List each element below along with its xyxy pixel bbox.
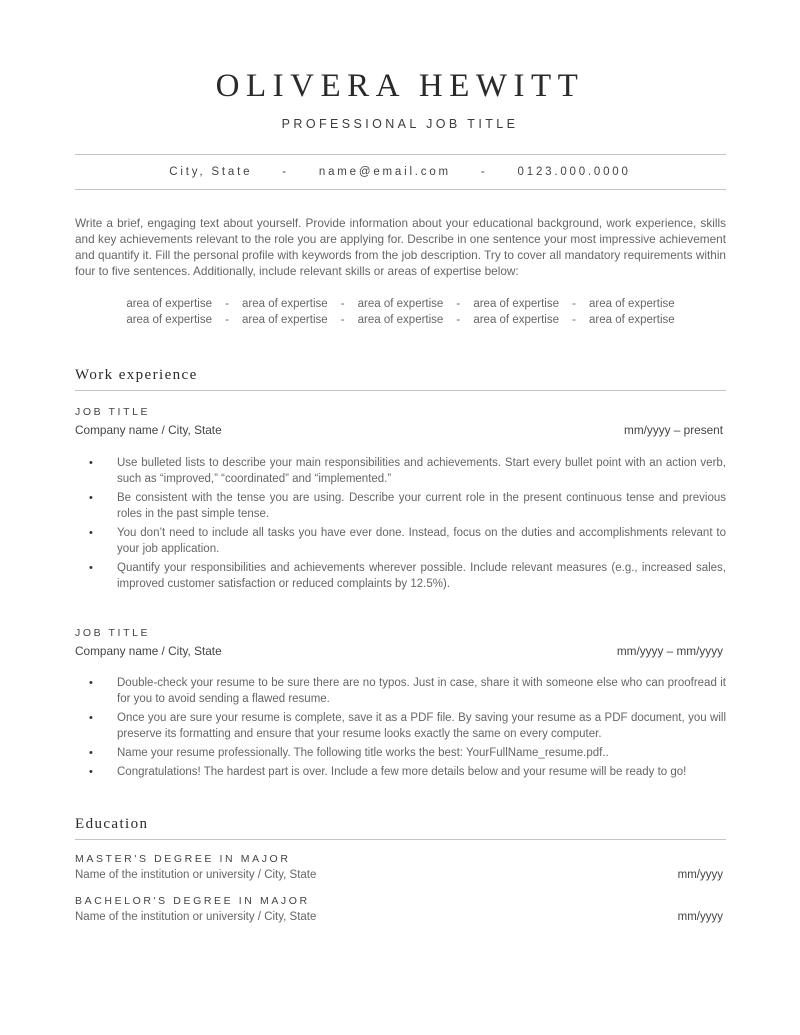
job-bullet <box>75 525 726 557</box>
contact-separator: - <box>480 166 488 178</box>
institution-name: Name of the institution or university / City, State <box>75 869 317 881</box>
expertise-item: area of expertise <box>589 298 675 310</box>
contact-location: City, State <box>169 166 253 178</box>
degree-label: BACHELOR'S DEGREE IN MAJOR <box>75 895 310 907</box>
professional-title: PROFESSIONAL JOB TITLE <box>281 117 519 131</box>
expertise-item: area of expertise <box>357 298 444 310</box>
job-bullet <box>75 490 726 522</box>
bullet-glyph: • <box>89 766 93 778</box>
job-company: Company name / City, State <box>75 423 222 437</box>
education-row <box>75 869 723 881</box>
expertise-item: area of expertise <box>241 314 328 326</box>
education-date: mm/yyyy <box>677 869 723 881</box>
contact-phone: 0123.000.0000 <box>517 166 631 178</box>
education-divider <box>75 839 726 840</box>
education-row <box>75 911 723 923</box>
expertise-separator: - <box>456 314 461 326</box>
bullet-text: Once you are sure your resume is complete, save it as a PDF file. By saving your resume as a PDF document, you will preserve its formatting and ensure that your resume looks exactly the same on every computer. <box>117 712 726 740</box>
expertise-separator: - <box>340 298 345 310</box>
job-bullet <box>75 764 726 780</box>
bullet-glyph: • <box>89 562 93 574</box>
job-dates: mm/yyyy – present <box>624 423 723 437</box>
institution-name: Name of the institution or university / City, State <box>75 911 317 923</box>
expertise-row <box>75 296 726 312</box>
expertise-item: area of expertise <box>126 298 212 310</box>
contact-separator: - <box>282 166 289 178</box>
education-date: mm/yyyy <box>677 911 723 923</box>
job-bullet <box>75 745 726 761</box>
bullet-glyph: • <box>89 492 93 504</box>
job-company: Company name / City, State <box>75 644 222 658</box>
bullet-glyph: • <box>89 712 93 724</box>
expertise-separator: - <box>456 298 461 310</box>
expertise-separator: - <box>340 314 345 326</box>
expertise-item: area of expertise <box>473 314 559 326</box>
expertise-item: area of expertise <box>126 314 212 326</box>
work-experience-divider <box>75 390 726 391</box>
contact-email: name@email.com <box>318 166 451 178</box>
bullet-glyph: • <box>89 457 93 469</box>
bullet-glyph: • <box>89 527 93 539</box>
contact-line <box>0 166 800 178</box>
expertise-separator: - <box>225 298 229 310</box>
job-dates: mm/yyyy – mm/yyyy <box>616 644 723 658</box>
expertise-separator: - <box>572 314 576 326</box>
job-title-label: JOB TITLE <box>75 627 151 639</box>
job-bullets <box>75 675 726 783</box>
candidate-name: OLIVERA HEWITT <box>215 68 585 104</box>
bullet-text: Double-check your resume to be sure there are no typos. Just in case, share it with someone else who can proofread it for you to avoid sending a flawed resume. <box>117 677 726 705</box>
expertise-separator: - <box>572 298 576 310</box>
job-title-label: JOB TITLE <box>75 406 151 418</box>
job-bullet <box>75 710 726 742</box>
expertise-row <box>75 312 726 328</box>
contact-bottom-divider <box>75 189 726 190</box>
expertise-item: area of expertise <box>589 314 675 326</box>
expertise-separator: - <box>225 314 229 326</box>
job-bullet <box>75 560 726 592</box>
job-company-row <box>75 423 723 437</box>
degree-label: MASTER'S DEGREE IN MAJOR <box>75 853 291 865</box>
expertise-list <box>75 296 726 328</box>
bullet-text: Name your resume professionally. The following title works the best: YourFullName_resume.pdf.. <box>117 747 609 759</box>
education-heading: Education <box>75 816 149 832</box>
bullet-glyph: • <box>89 677 93 689</box>
bullet-text: Quantify your responsibilities and achievements wherever possible. Include relevant measures (e.g., increased sales, improved customer satisfaction or reduced complaints by 12.5%). <box>117 562 726 590</box>
bullet-text: Be consistent with the tense you are using. Describe your current role in the present continuous tense and previous roles in the past simple tense. <box>117 492 726 520</box>
bullet-glyph: • <box>89 747 93 759</box>
expertise-item: area of expertise <box>357 314 444 326</box>
bullet-text: You don’t need to include all tasks you have ever done. Instead, focus on the duties and accomplishments relevant to your job application. <box>117 527 726 555</box>
bullet-text: Congratulations! The hardest part is over. Include a few more details below and your resume will be ready to go! <box>117 766 687 778</box>
profile-summary: Write a brief, engaging text about yourself. Provide information about your educational background, work experience, skills and key achievements relevant to the role you are applying for. Describe in one sentence your most impressive achievement and quantify it. Fill the personal profile with keywords from the job description. Try to cover all mandatory requirements within four to five sentences. Additionally, include relevant skills or areas of expertise below: <box>75 216 726 278</box>
job-bullets <box>75 455 726 595</box>
job-bullet <box>75 675 726 707</box>
expertise-item: area of expertise <box>241 298 328 310</box>
work-experience-heading: Work experience <box>75 367 198 383</box>
expertise-item: area of expertise <box>473 298 559 310</box>
job-bullet <box>75 455 726 487</box>
contact-top-divider <box>75 154 726 155</box>
job-company-row <box>75 644 723 658</box>
bullet-text: Use bulleted lists to describe your main responsibilities and achievements. Start every bullet point with an action verb, such as “improved,” “coordinated” and “implemented.” <box>117 457 726 485</box>
